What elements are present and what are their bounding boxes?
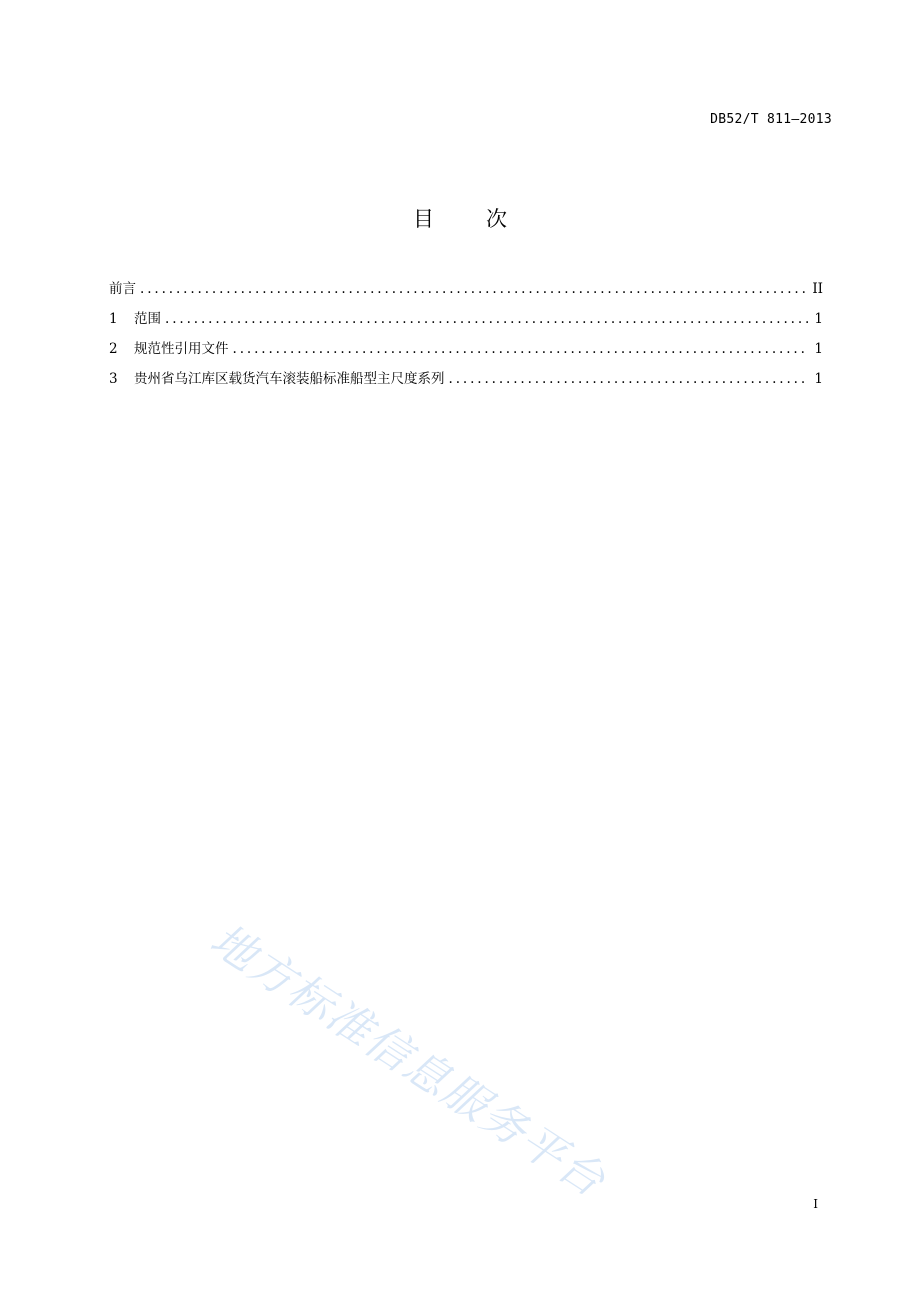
- toc-leader-dots: [449, 368, 810, 390]
- toc-entry-scope[interactable]: [109, 308, 823, 338]
- toc-entry-text: 贵州省乌江库区载货汽车滚装船标准船型主尺度系列: [134, 371, 445, 387]
- toc-entry-ship-dimension-series[interactable]: [109, 368, 823, 398]
- toc-leader-dots: [165, 308, 809, 330]
- toc-entry-number: 1: [109, 311, 118, 327]
- toc-entry-page: 1: [814, 371, 823, 387]
- title-char-1: 目: [413, 207, 434, 231]
- toc-leader-dots: [233, 338, 810, 360]
- toc-entry-page: II: [812, 281, 823, 297]
- toc-entry-foreword[interactable]: [109, 278, 823, 308]
- toc-entry-text: 前言: [109, 281, 136, 297]
- watermark: 地方标准信息服务平台: [201, 914, 615, 1208]
- title-char-2: 次: [486, 207, 507, 231]
- page-number: I: [813, 1197, 818, 1211]
- toc-entry-number: 2: [109, 341, 118, 357]
- toc-entry-normative-references[interactable]: [109, 338, 823, 368]
- document-code: DB52/T 811—2013: [710, 112, 832, 127]
- toc-entry-text: 规范性引用文件: [134, 341, 229, 357]
- page-title: [0, 203, 920, 233]
- toc-entry-page: 1: [814, 311, 823, 327]
- toc-leader-dots: [140, 278, 808, 300]
- toc-entry-text: 范围: [134, 311, 161, 327]
- toc-entry-page: 1: [814, 341, 823, 357]
- toc-entry-number: 3: [109, 371, 118, 387]
- table-of-contents: [109, 278, 823, 398]
